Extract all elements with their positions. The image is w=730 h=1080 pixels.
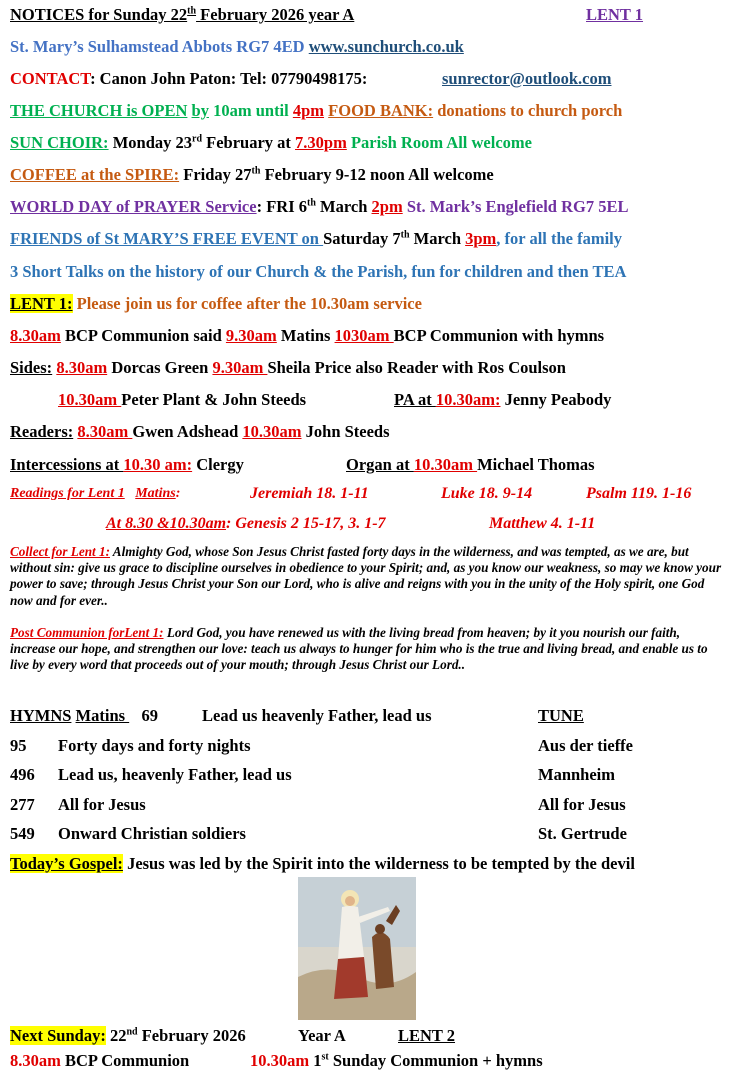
readers-line: Readers: 8.30am Gwen Adshead 10.30am John Steeds xyxy=(10,422,390,441)
friends-event-line: FRIENDS of St MARY’S FREE EVENT on Saturday 7th March 3pm, for all the family xyxy=(10,229,623,248)
hymn-tune: St. Gertrude xyxy=(538,824,627,843)
hymn-number: 95 xyxy=(10,736,27,755)
lent-coffee-line: LENT 1: Please join us for coffee after the 10.30am service xyxy=(10,294,422,313)
sides-line-2: 10.30am Peter Plant & John Steeds xyxy=(58,390,307,409)
hymn-title: Forty days and forty nights xyxy=(58,736,251,755)
reading-jeremiah: Jeremiah 18. 1-11 xyxy=(250,485,369,502)
coffee-line: COFFEE at the SPIRE: Friday 27th February 9-12 noon All welcome xyxy=(10,165,494,184)
post-communion-paragraph: Post Communion forLent 1: Lord God, you have renewed us with the living bread from heaven; by it you nourish our faith, increase our hope, and strengthen our love: teach us always to hunger for him who is the true and living bread, and enable us to live by every word that proceeds out of your mouth; through Jesus Christ our Lord.. xyxy=(10,625,708,673)
world-day-prayer-line: WORLD DAY of PRAYER Service: FRI 6th March 2pm St. Mark’s Englefield RG7 5EL xyxy=(10,197,629,216)
next-sunday-line: Next Sunday: 22nd February 2026 xyxy=(10,1026,246,1045)
notices-heading: NOTICES for Sunday 22th February 2026 year A xyxy=(10,5,355,24)
hymn-title: Lead us, heavenly Father, lead us xyxy=(58,765,292,784)
hymn-title: Onward Christian soldiers xyxy=(58,824,246,843)
hymn-matins-title: Lead us heavenly Father, lead us xyxy=(202,706,432,725)
readings-830-line: At 8.30 &10.30am: Genesis 2 15-17, 3. 1-7 xyxy=(106,515,386,532)
address-line: St. Mary’s Sulhamstead Abbots RG7 4ED www.sunchurch.co.uk xyxy=(10,37,464,56)
intercessions-line: Intercessions at 10.30 am: Clergy xyxy=(10,455,244,474)
next-year: Year A xyxy=(298,1026,346,1045)
hymn-number: 549 xyxy=(10,824,35,843)
reading-luke: Luke 18. 9-14 xyxy=(441,485,533,502)
hymn-title: All for Jesus xyxy=(58,795,146,814)
notices-title: NOTICES for Sunday 22 xyxy=(10,5,188,24)
next-season: LENT 2 xyxy=(398,1026,456,1045)
temptation-of-christ-image xyxy=(298,877,416,1020)
hymn-number: 277 xyxy=(10,795,35,814)
tune-header: TUNE xyxy=(538,706,584,725)
hymn-tune: Aus der tieffe xyxy=(538,736,634,755)
organ-line: Organ at 10.30am Michael Thomas xyxy=(346,455,595,474)
reading-psalm: Psalm 119. 1-16 xyxy=(586,485,692,502)
services-line: 8.30am BCP Communion said 9.30am Matins 1030am BCP Communion with hymns xyxy=(10,326,605,345)
email-link[interactable]: sunrector@outlook.com xyxy=(442,69,612,88)
collect-paragraph: Collect for Lent 1: Almighty God, whose Son Jesus Christ fasted forty days in the wilderness, and was tempted, as we are, but without sin: give us grace to discipline ourselves in obedience to your Spirit; and, as you know our weakness, so may we know your power to save; through Jesus Christ your Son our Lord, who is alive and reigns with you in the unity of the Holy spirit, one God now and for ever.. xyxy=(10,544,722,608)
reading-matthew: Matthew 4. 1-11 xyxy=(489,515,596,532)
hymn-tune: Mannheim xyxy=(538,765,616,784)
choir-line: SUN CHOIR: Monday 23rd February at 7.30pm Parish Room All welcome xyxy=(10,133,532,152)
season-label: LENT 1 xyxy=(586,5,644,24)
hymn-tune: All for Jesus xyxy=(538,795,626,814)
church-open-line: THE CHURCH is OPEN by 10am until 4pm FOOD BANK: donations to church porch xyxy=(10,101,623,120)
next-service-2: 10.30am 1st Sunday Communion + hymns xyxy=(250,1051,543,1070)
pa-line: PA at 10.30am: Jenny Peabody xyxy=(394,390,612,409)
hymn-number: 496 xyxy=(10,765,35,784)
sides-line: Sides: 8.30am Dorcas Green 9.30am Sheila Price also Reader with Ros Coulson xyxy=(10,358,566,377)
contact-line: CONTACT: Canon John Paton: Tel: 07790498175: xyxy=(10,69,368,88)
readings-label: Readings for Lent 1 Matins: xyxy=(10,486,181,501)
website-link[interactable]: www.sunchurch.co.uk xyxy=(308,37,464,56)
talks-line: 3 Short Talks on the history of our Church & the Parish, fun for children and then TEA xyxy=(10,262,627,281)
gospel-line: Today’s Gospel: Jesus was led by the Spirit into the wilderness to be tempted by the devil xyxy=(10,854,635,873)
gospel-painting xyxy=(298,877,416,1020)
hymns-header: HYMNS Matins 69 xyxy=(10,706,159,725)
next-service-1: 8.30am BCP Communion xyxy=(10,1051,190,1070)
